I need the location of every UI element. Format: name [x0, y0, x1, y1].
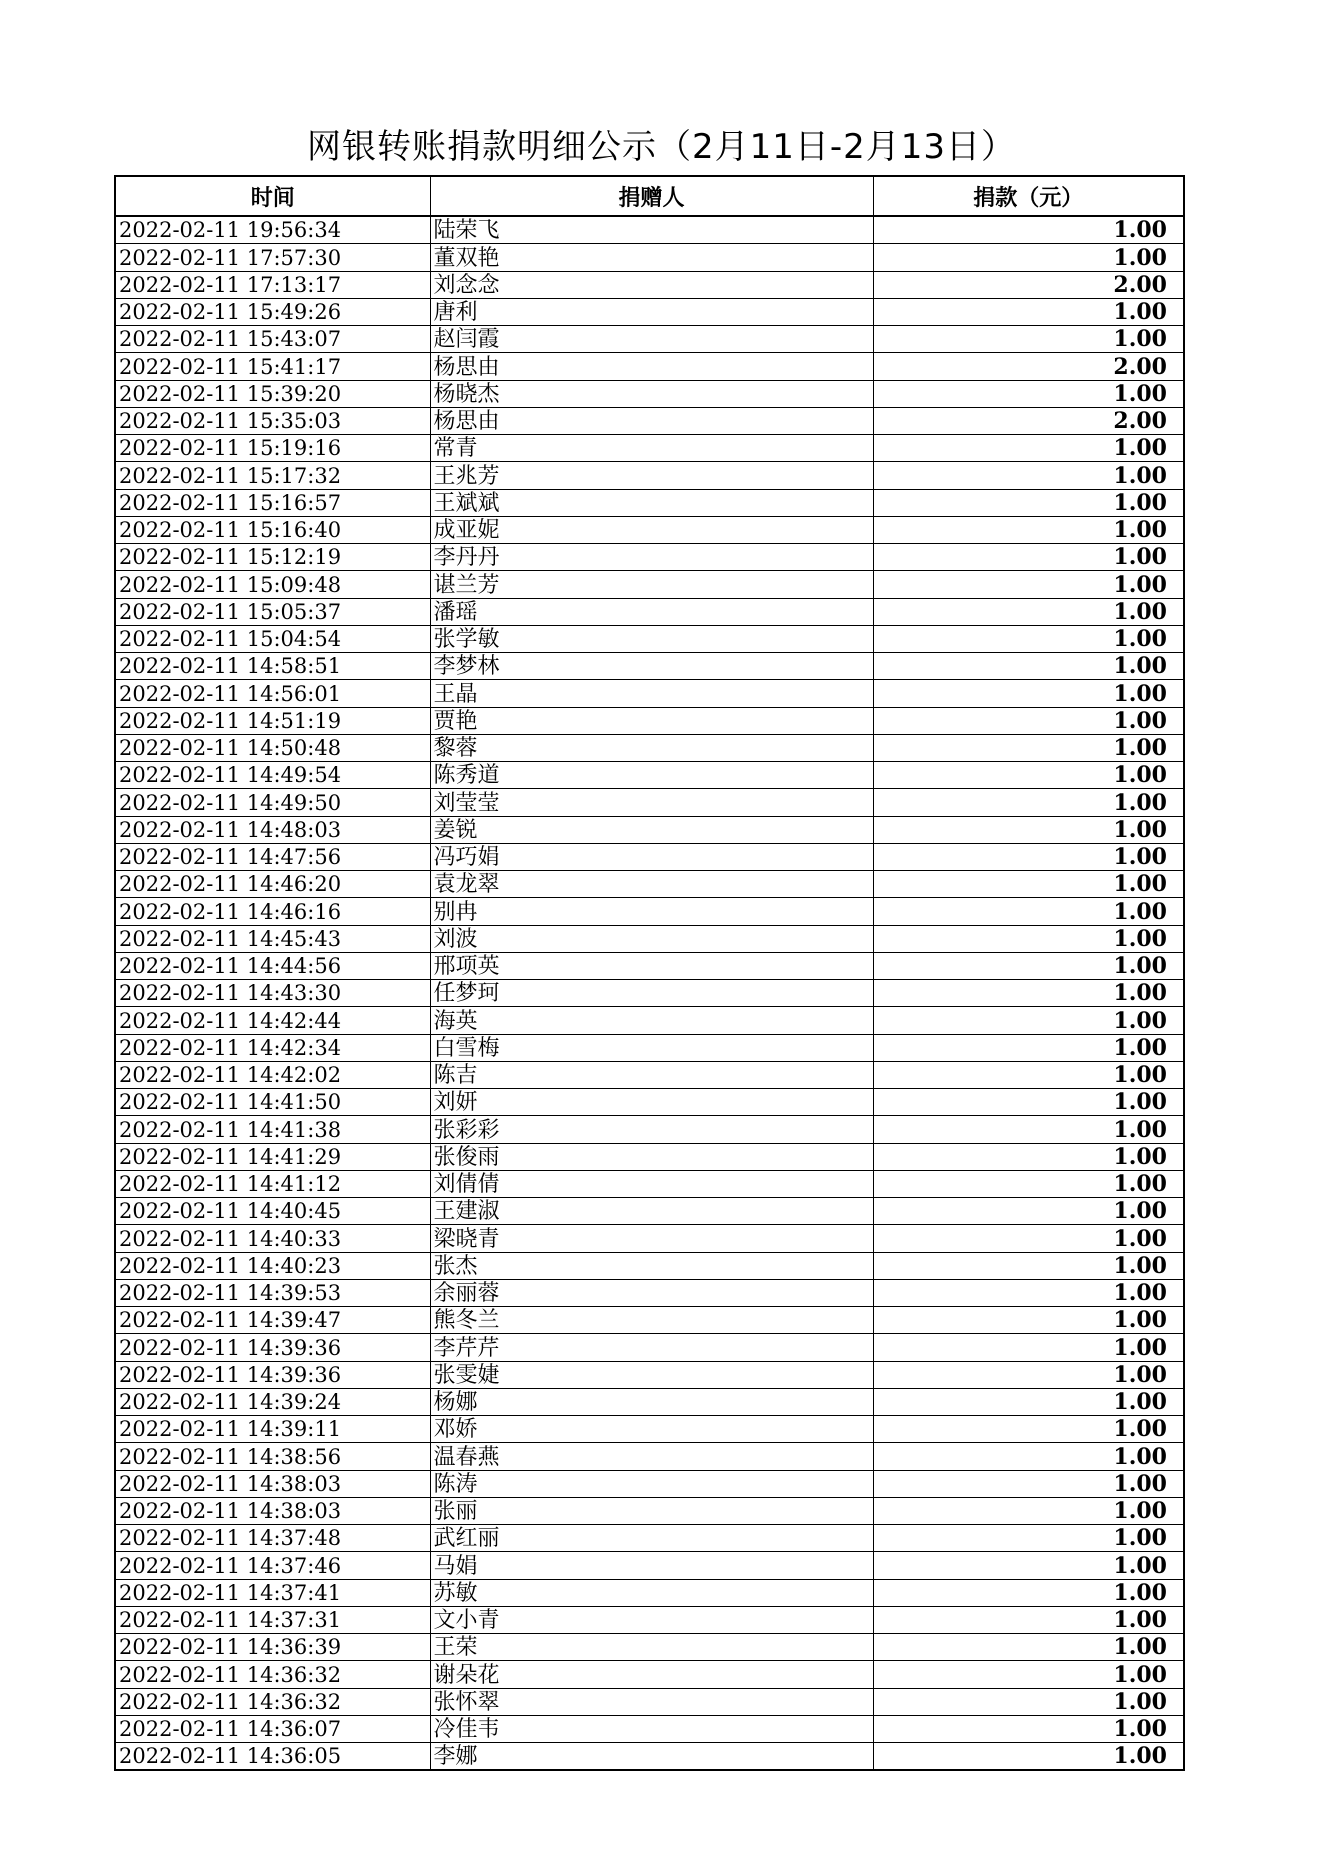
amount-cell: 1.00	[873, 571, 1184, 598]
donor-cell: 刘波	[430, 925, 873, 952]
table-row	[115, 462, 1184, 489]
table-row	[115, 1307, 1184, 1334]
amount-cell: 1.00	[873, 871, 1184, 898]
time-cell: 2022-02-11 15:12:19	[115, 544, 430, 571]
table-row	[115, 625, 1184, 652]
amount-cell: 1.00	[873, 1143, 1184, 1170]
time-cell: 2022-02-11 15:39:20	[115, 380, 430, 407]
table-row	[115, 1007, 1184, 1034]
table-row	[115, 1034, 1184, 1061]
time-cell: 2022-02-11 19:56:34	[115, 216, 430, 244]
time-cell: 2022-02-11 17:13:17	[115, 271, 430, 298]
table-row	[115, 544, 1184, 571]
amount-cell: 1.00	[873, 653, 1184, 680]
donor-cell: 陈吉	[430, 1061, 873, 1088]
time-cell: 2022-02-11 15:41:17	[115, 353, 430, 380]
amount-cell: 1.00	[873, 734, 1184, 761]
amount-cell: 2.00	[873, 271, 1184, 298]
amount-cell: 1.00	[873, 789, 1184, 816]
time-cell: 2022-02-11 14:39:53	[115, 1279, 430, 1306]
donor-cell: 李娜	[430, 1743, 873, 1771]
time-cell: 2022-02-11 14:39:11	[115, 1416, 430, 1443]
amount-cell: 1.00	[873, 1170, 1184, 1197]
amount-cell: 1.00	[873, 1116, 1184, 1143]
amount-cell: 1.00	[873, 1470, 1184, 1497]
donor-cell: 陆荣飞	[430, 216, 873, 244]
table-row	[115, 489, 1184, 516]
amount-cell: 1.00	[873, 843, 1184, 870]
donor-cell: 王荣	[430, 1634, 873, 1661]
amount-cell: 1.00	[873, 1743, 1184, 1771]
time-cell: 2022-02-11 14:47:56	[115, 843, 430, 870]
amount-cell: 1.00	[873, 1634, 1184, 1661]
table-row	[115, 1116, 1184, 1143]
time-cell: 2022-02-11 14:44:56	[115, 952, 430, 979]
time-cell: 2022-02-11 14:36:05	[115, 1743, 430, 1771]
donor-cell: 王晶	[430, 680, 873, 707]
table-row	[115, 1334, 1184, 1361]
time-cell: 2022-02-11 14:46:16	[115, 898, 430, 925]
table-row	[115, 1743, 1184, 1771]
time-cell: 2022-02-11 14:46:20	[115, 871, 430, 898]
table-row	[115, 380, 1184, 407]
table-row	[115, 216, 1184, 244]
table-row	[115, 1661, 1184, 1688]
table-row	[115, 516, 1184, 543]
time-cell: 2022-02-11 14:39:36	[115, 1361, 430, 1388]
donor-cell: 余丽蓉	[430, 1279, 873, 1306]
amount-cell: 1.00	[873, 1525, 1184, 1552]
time-cell: 2022-02-11 14:40:33	[115, 1225, 430, 1252]
donor-cell: 李芹芹	[430, 1334, 873, 1361]
donor-cell: 武红丽	[430, 1525, 873, 1552]
time-cell: 2022-02-11 14:37:31	[115, 1606, 430, 1633]
time-cell: 2022-02-11 17:57:30	[115, 244, 430, 271]
time-cell: 2022-02-11 15:16:40	[115, 516, 430, 543]
table-row	[115, 1170, 1184, 1197]
donor-cell: 苏敏	[430, 1579, 873, 1606]
donor-cell: 董双艳	[430, 244, 873, 271]
donor-cell: 冯巧娟	[430, 843, 873, 870]
amount-cell: 1.00	[873, 816, 1184, 843]
time-cell: 2022-02-11 14:37:46	[115, 1552, 430, 1579]
amount-cell: 1.00	[873, 1225, 1184, 1252]
amount-cell: 1.00	[873, 1034, 1184, 1061]
time-cell: 2022-02-11 14:56:01	[115, 680, 430, 707]
amount-cell: 1.00	[873, 1089, 1184, 1116]
table-row	[115, 1443, 1184, 1470]
donor-cell: 梁晓青	[430, 1225, 873, 1252]
table-row	[115, 1552, 1184, 1579]
amount-cell: 1.00	[873, 762, 1184, 789]
table-row	[115, 980, 1184, 1007]
table-row	[115, 1715, 1184, 1742]
donor-cell: 李梦林	[430, 653, 873, 680]
amount-cell: 1.00	[873, 1443, 1184, 1470]
table-row	[115, 1089, 1184, 1116]
amount-cell: 1.00	[873, 1416, 1184, 1443]
amount-cell: 2.00	[873, 407, 1184, 434]
amount-cell: 1.00	[873, 1279, 1184, 1306]
time-cell: 2022-02-11 15:16:57	[115, 489, 430, 516]
time-cell: 2022-02-11 14:40:45	[115, 1198, 430, 1225]
amount-cell: 1.00	[873, 1497, 1184, 1524]
time-cell: 2022-02-11 14:42:02	[115, 1061, 430, 1088]
time-cell: 2022-02-11 14:58:51	[115, 653, 430, 680]
amount-cell: 1.00	[873, 898, 1184, 925]
time-cell: 2022-02-11 14:41:38	[115, 1116, 430, 1143]
table-row	[115, 1143, 1184, 1170]
donor-cell: 刘倩倩	[430, 1170, 873, 1197]
amount-cell: 1.00	[873, 1552, 1184, 1579]
amount-cell: 1.00	[873, 925, 1184, 952]
time-cell: 2022-02-11 15:43:07	[115, 326, 430, 353]
amount-cell: 1.00	[873, 380, 1184, 407]
time-cell: 2022-02-11 15:04:54	[115, 625, 430, 652]
donor-cell: 别冉	[430, 898, 873, 925]
time-cell: 2022-02-11 14:38:56	[115, 1443, 430, 1470]
table-row	[115, 1606, 1184, 1633]
donor-cell: 陈涛	[430, 1470, 873, 1497]
amount-cell: 1.00	[873, 952, 1184, 979]
table-row	[115, 1688, 1184, 1715]
donor-cell: 张怀翠	[430, 1688, 873, 1715]
donor-cell: 冷佳韦	[430, 1715, 873, 1742]
donor-cell: 张杰	[430, 1252, 873, 1279]
amount-cell: 1.00	[873, 1579, 1184, 1606]
table-row	[115, 871, 1184, 898]
table-row	[115, 1252, 1184, 1279]
table-row	[115, 598, 1184, 625]
time-cell: 2022-02-11 14:38:03	[115, 1497, 430, 1524]
amount-cell: 1.00	[873, 1198, 1184, 1225]
table-row	[115, 435, 1184, 462]
donor-cell: 杨思由	[430, 407, 873, 434]
amount-cell: 1.00	[873, 980, 1184, 1007]
time-cell: 2022-02-11 15:17:32	[115, 462, 430, 489]
time-cell: 2022-02-11 14:38:03	[115, 1470, 430, 1497]
amount-cell: 1.00	[873, 707, 1184, 734]
time-cell: 2022-02-11 14:39:24	[115, 1388, 430, 1415]
donor-cell: 刘念念	[430, 271, 873, 298]
table-row	[115, 1061, 1184, 1088]
table-row	[115, 898, 1184, 925]
time-cell: 2022-02-11 15:49:26	[115, 298, 430, 325]
table-row	[115, 843, 1184, 870]
donor-cell: 邢项英	[430, 952, 873, 979]
amount-cell: 1.00	[873, 435, 1184, 462]
table-row	[115, 1470, 1184, 1497]
table-row	[115, 271, 1184, 298]
table-header-row	[115, 176, 1184, 216]
time-cell: 2022-02-11 14:49:50	[115, 789, 430, 816]
table-row	[115, 1198, 1184, 1225]
donor-cell: 常青	[430, 435, 873, 462]
amount-cell: 2.00	[873, 353, 1184, 380]
amount-cell: 1.00	[873, 598, 1184, 625]
donor-cell: 谢朵花	[430, 1661, 873, 1688]
amount-cell: 1.00	[873, 1334, 1184, 1361]
table-row	[115, 1579, 1184, 1606]
time-cell: 2022-02-11 14:36:39	[115, 1634, 430, 1661]
amount-cell: 1.00	[873, 1388, 1184, 1415]
time-cell: 2022-02-11 14:42:44	[115, 1007, 430, 1034]
donor-cell: 张丽	[430, 1497, 873, 1524]
table-row	[115, 734, 1184, 761]
donor-cell: 张雯婕	[430, 1361, 873, 1388]
donor-cell: 杨晓杰	[430, 380, 873, 407]
amount-cell: 1.00	[873, 1715, 1184, 1742]
table-row	[115, 707, 1184, 734]
amount-cell: 1.00	[873, 625, 1184, 652]
donor-cell: 王建淑	[430, 1198, 873, 1225]
table-row	[115, 925, 1184, 952]
time-cell: 2022-02-11 14:41:29	[115, 1143, 430, 1170]
table-row	[115, 1497, 1184, 1524]
table-row	[115, 762, 1184, 789]
donor-cell: 陈秀道	[430, 762, 873, 789]
donor-cell: 王斌斌	[430, 489, 873, 516]
table-row	[115, 1225, 1184, 1252]
table-row	[115, 244, 1184, 271]
time-cell: 2022-02-11 15:09:48	[115, 571, 430, 598]
donor-cell: 成亚妮	[430, 516, 873, 543]
time-cell: 2022-02-11 14:48:03	[115, 816, 430, 843]
donor-cell: 文小青	[430, 1606, 873, 1633]
table-row	[115, 1525, 1184, 1552]
donation-table	[114, 175, 1185, 1771]
time-cell: 2022-02-11 14:50:48	[115, 734, 430, 761]
column-header-donor: 捐赠人	[430, 176, 873, 216]
amount-cell: 1.00	[873, 544, 1184, 571]
time-cell: 2022-02-11 14:42:34	[115, 1034, 430, 1061]
time-cell: 2022-02-11 14:37:41	[115, 1579, 430, 1606]
amount-cell: 1.00	[873, 1361, 1184, 1388]
table-row	[115, 571, 1184, 598]
table-row	[115, 1416, 1184, 1443]
donor-cell: 姜锐	[430, 816, 873, 843]
column-header-time: 时间	[115, 176, 430, 216]
amount-cell: 1.00	[873, 1307, 1184, 1334]
donor-cell: 杨娜	[430, 1388, 873, 1415]
time-cell: 2022-02-11 14:36:32	[115, 1688, 430, 1715]
donor-cell: 李丹丹	[430, 544, 873, 571]
donor-cell: 张俊雨	[430, 1143, 873, 1170]
donor-cell: 温春燕	[430, 1443, 873, 1470]
donor-cell: 海英	[430, 1007, 873, 1034]
amount-cell: 1.00	[873, 1007, 1184, 1034]
donor-cell: 黎蓉	[430, 734, 873, 761]
amount-cell: 1.00	[873, 298, 1184, 325]
column-header-amount: 捐款（元）	[873, 176, 1184, 216]
amount-cell: 1.00	[873, 1661, 1184, 1688]
page-title: 网银转账捐款明细公示（2月11日-2月13日）	[306, 127, 1017, 167]
table-row	[115, 1361, 1184, 1388]
table-row	[115, 816, 1184, 843]
amount-cell: 1.00	[873, 1606, 1184, 1633]
amount-cell: 1.00	[873, 680, 1184, 707]
donor-cell: 潘瑶	[430, 598, 873, 625]
amount-cell: 1.00	[873, 244, 1184, 271]
donor-cell: 赵闫霞	[430, 326, 873, 353]
time-cell: 2022-02-11 14:36:32	[115, 1661, 430, 1688]
amount-cell: 1.00	[873, 216, 1184, 244]
donor-cell: 刘妍	[430, 1089, 873, 1116]
amount-cell: 1.00	[873, 1688, 1184, 1715]
table-row	[115, 952, 1184, 979]
time-cell: 2022-02-11 14:37:48	[115, 1525, 430, 1552]
amount-cell: 1.00	[873, 326, 1184, 353]
time-cell: 2022-02-11 14:41:50	[115, 1089, 430, 1116]
donor-cell: 谌兰芳	[430, 571, 873, 598]
table-row	[115, 1279, 1184, 1306]
donor-cell: 任梦珂	[430, 980, 873, 1007]
donor-cell: 马娟	[430, 1552, 873, 1579]
amount-cell: 1.00	[873, 516, 1184, 543]
table-row	[115, 1388, 1184, 1415]
time-cell: 2022-02-11 14:51:19	[115, 707, 430, 734]
time-cell: 2022-02-11 14:43:30	[115, 980, 430, 1007]
donor-cell: 张彩彩	[430, 1116, 873, 1143]
table-row	[115, 326, 1184, 353]
donor-cell: 熊冬兰	[430, 1307, 873, 1334]
table-row	[115, 298, 1184, 325]
time-cell: 2022-02-11 14:39:47	[115, 1307, 430, 1334]
time-cell: 2022-02-11 14:49:54	[115, 762, 430, 789]
table-row	[115, 680, 1184, 707]
amount-cell: 1.00	[873, 489, 1184, 516]
donor-cell: 邓娇	[430, 1416, 873, 1443]
donor-cell: 刘莹莹	[430, 789, 873, 816]
time-cell: 2022-02-11 14:40:23	[115, 1252, 430, 1279]
donor-cell: 袁龙翠	[430, 871, 873, 898]
donor-cell: 白雪梅	[430, 1034, 873, 1061]
time-cell: 2022-02-11 14:45:43	[115, 925, 430, 952]
donor-cell: 杨思由	[430, 353, 873, 380]
table-row	[115, 1634, 1184, 1661]
donor-cell: 贾艳	[430, 707, 873, 734]
time-cell: 2022-02-11 15:19:16	[115, 435, 430, 462]
amount-cell: 1.00	[873, 462, 1184, 489]
time-cell: 2022-02-11 15:35:03	[115, 407, 430, 434]
time-cell: 2022-02-11 15:05:37	[115, 598, 430, 625]
donor-cell: 张学敏	[430, 625, 873, 652]
table-row	[115, 407, 1184, 434]
table-row	[115, 353, 1184, 380]
donor-cell: 唐利	[430, 298, 873, 325]
amount-cell: 1.00	[873, 1252, 1184, 1279]
time-cell: 2022-02-11 14:41:12	[115, 1170, 430, 1197]
table-body	[115, 216, 1184, 1770]
table-row	[115, 789, 1184, 816]
time-cell: 2022-02-11 14:39:36	[115, 1334, 430, 1361]
donor-cell: 王兆芳	[430, 462, 873, 489]
table-row	[115, 653, 1184, 680]
time-cell: 2022-02-11 14:36:07	[115, 1715, 430, 1742]
amount-cell: 1.00	[873, 1061, 1184, 1088]
